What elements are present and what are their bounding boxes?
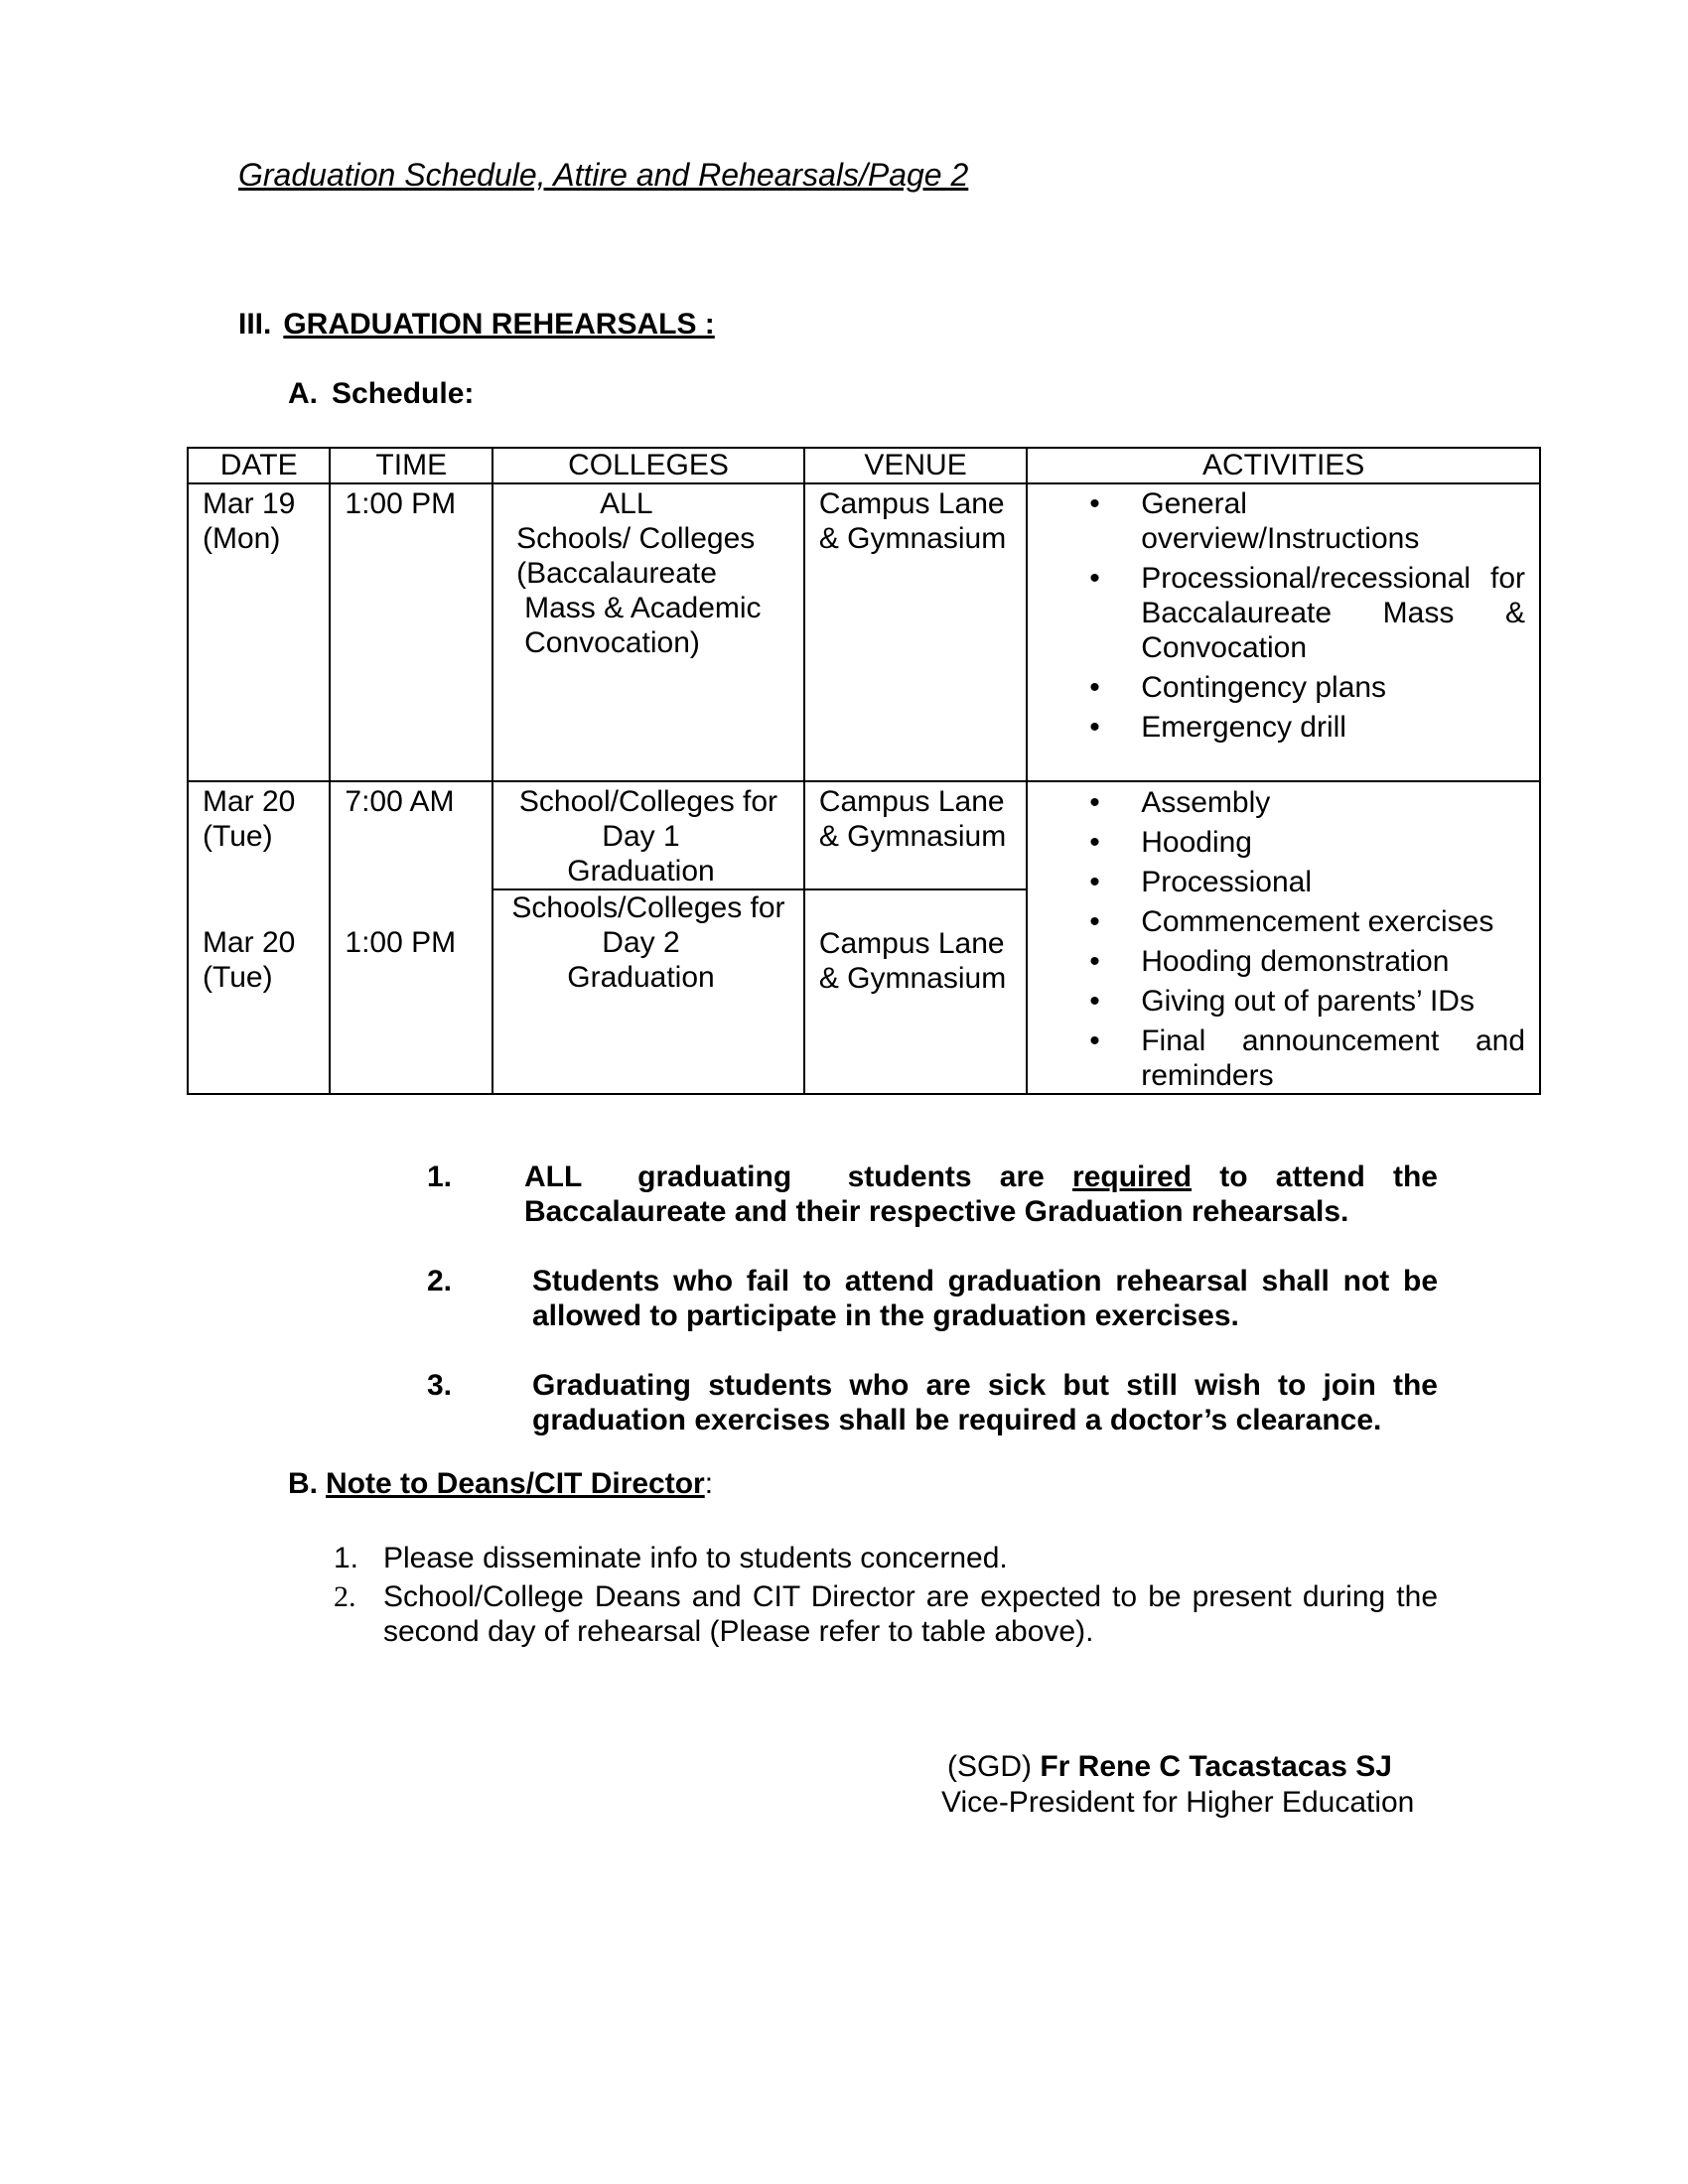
subsection-title: Schedule:	[332, 377, 475, 410]
colleges-line: ALL	[600, 487, 653, 520]
venue-line: Campus Lane	[818, 927, 1005, 960]
column-header-colleges: COLLEGES	[492, 448, 804, 483]
colleges-line: Graduation	[567, 855, 715, 887]
time-cell	[330, 781, 492, 1094]
colleges-line: Convocation)	[524, 626, 700, 659]
list-item: • Processional/recessional for Baccalaureate Mass & Convocation	[1028, 561, 1525, 665]
time-text: 1:00 PM	[345, 926, 457, 959]
weekday-text: (Tue)	[203, 961, 273, 994]
page-header: Graduation Schedule, Attire and Rehearsals/Page 2	[238, 157, 969, 193]
requirements-list	[427, 1160, 1438, 1472]
colleges-line: School/Colleges for	[518, 785, 778, 818]
time-text: 7:00 AM	[345, 785, 455, 818]
venue-cell	[804, 889, 1027, 1094]
colleges-cell	[492, 889, 804, 1094]
activities-cell	[1027, 781, 1540, 1094]
colleges-line: Schools/ Colleges	[516, 522, 756, 555]
colleges-cell	[492, 483, 804, 781]
item-number: 1.	[334, 1542, 359, 1574]
notes-list	[334, 1541, 1438, 1653]
colleges-cell	[492, 781, 804, 889]
list-item	[334, 1579, 1438, 1649]
item-text: ALL graduating students are	[524, 1160, 1073, 1193]
list-item: • Final announcement and reminders	[1028, 1024, 1525, 1093]
item-number: 1.	[427, 1160, 453, 1193]
venue-line: Campus Lane	[818, 785, 1005, 818]
table-row	[188, 483, 1540, 781]
weekday-text: (Mon)	[203, 522, 281, 555]
weekday-text: (Tue)	[203, 820, 273, 853]
date-text: Mar 20	[203, 926, 296, 959]
date-cell	[188, 781, 330, 1094]
list-item	[427, 1160, 1438, 1229]
item-text: Students who fail to attend graduation rehearsal shall not be allowed to participate in the graduation exercises.	[532, 1265, 1438, 1332]
item-number: 2.	[427, 1265, 453, 1297]
item-number: 2.	[334, 1580, 356, 1613]
colon: :	[704, 1467, 714, 1500]
date-text: Mar 20	[203, 785, 296, 818]
section-title: GRADUATION REHEARSALS :	[283, 308, 715, 341]
activities-list	[1028, 486, 1539, 745]
activities-cell	[1027, 483, 1540, 781]
section-heading	[238, 308, 715, 341]
signatory-title: Vice-President for Higher Education	[941, 1786, 1415, 1819]
subsection-letter: B.	[288, 1467, 318, 1500]
colleges-line: Schools/Colleges for	[511, 891, 785, 924]
list-item: • Processional	[1028, 865, 1525, 899]
signature-block	[941, 1749, 1415, 1821]
subsection-heading	[288, 1467, 713, 1501]
column-header-time: TIME	[330, 448, 492, 483]
list-item: • Emergency drill	[1028, 710, 1525, 745]
table-header-row	[188, 448, 1540, 483]
colleges-line: (Baccalaureate	[516, 557, 717, 590]
date-cell	[188, 483, 330, 781]
list-item: • Hooding demonstration	[1028, 944, 1525, 979]
list-item: • Contingency plans	[1028, 670, 1525, 705]
venue-line: & Gymnasium	[818, 820, 1007, 853]
signatory-name: Fr Rene C Tacastacas SJ	[1040, 1750, 1392, 1783]
list-item: • Hooding	[1028, 825, 1525, 860]
subsection-title: Note to Deans/CIT Director	[326, 1467, 705, 1500]
list-item: • Commencement exercises	[1028, 904, 1525, 939]
schedule-table	[187, 447, 1541, 1095]
table-row	[188, 781, 1540, 889]
list-item: • Assembly	[1028, 785, 1525, 820]
colleges-line: Mass & Academic	[524, 592, 762, 624]
subsection-heading	[288, 377, 474, 411]
date-text: Mar 19	[203, 487, 296, 520]
signed-marker: (SGD)	[947, 1750, 1041, 1783]
list-item	[427, 1368, 1438, 1437]
emphasis-text: required	[1072, 1160, 1193, 1193]
venue-line: & Gymnasium	[818, 522, 1007, 555]
list-item	[427, 1264, 1438, 1333]
section-number: III.	[238, 308, 272, 341]
activities-list	[1028, 785, 1539, 1093]
list-item: • General overview/Instructions	[1028, 486, 1525, 556]
list-item: • Giving out of parents’ IDs	[1028, 984, 1525, 1019]
venue-cell	[804, 483, 1027, 781]
colleges-line: Day 1	[602, 820, 680, 853]
colleges-line: Graduation	[567, 961, 715, 994]
list-item	[334, 1541, 1438, 1575]
item-number: 3.	[427, 1369, 453, 1402]
column-header-venue: VENUE	[804, 448, 1027, 483]
column-header-activities: ACTIVITIES	[1027, 448, 1540, 483]
column-header-date: DATE	[188, 448, 330, 483]
venue-cell	[804, 781, 1027, 889]
colleges-line: Day 2	[602, 926, 680, 959]
item-text: School/College Deans and CIT Director are expected to be present during the second day of rehearsal (Please refer to table above).	[383, 1580, 1438, 1648]
item-text: Graduating students who are sick but still wish to join the graduation exercises shall be required a doctor’s clearance.	[532, 1369, 1438, 1436]
subsection-letter: A.	[288, 377, 318, 410]
item-text: to attend the Baccalaureate and their respective Graduation rehearsals.	[524, 1160, 1438, 1228]
venue-line: Campus Lane	[818, 487, 1005, 520]
venue-line: & Gymnasium	[818, 962, 1007, 995]
item-text: Please disseminate info to students concerned.	[383, 1542, 1008, 1574]
time-cell: 1:00 PM	[330, 483, 492, 781]
